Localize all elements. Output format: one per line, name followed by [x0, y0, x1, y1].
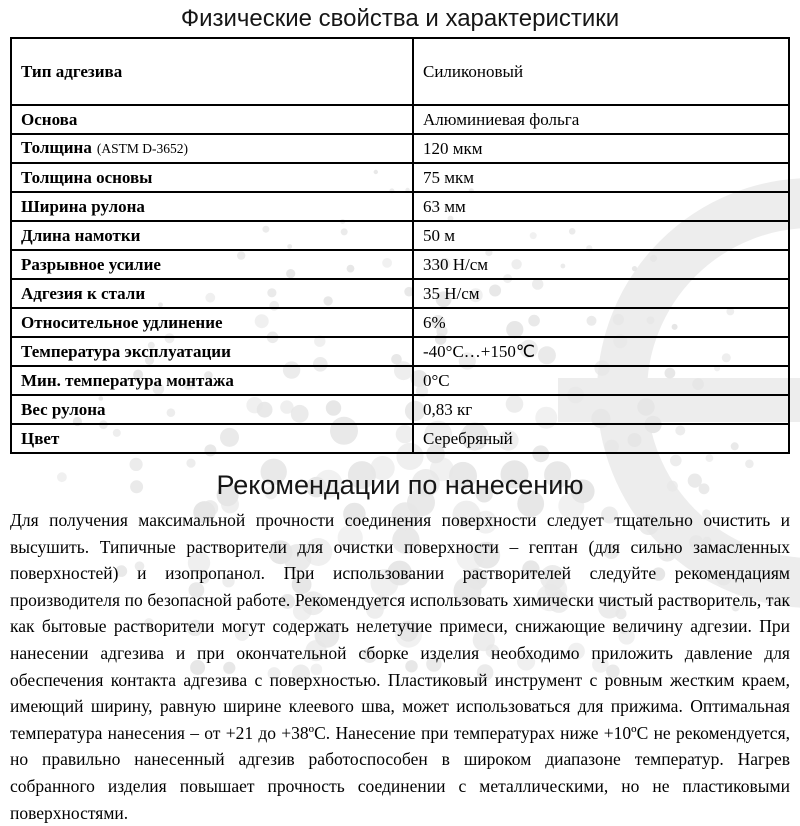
property-value-cell	[413, 424, 789, 453]
property-value: 120 мкм	[423, 138, 483, 158]
property-label-cell	[11, 395, 413, 424]
property-value: Алюминиевая фольга	[423, 109, 580, 129]
table-row	[11, 424, 789, 453]
property-value: 75 мкм	[423, 167, 475, 187]
datasheet	[0, 5, 800, 826]
property-label: Тип адгезива	[21, 61, 123, 81]
table-row	[11, 250, 789, 279]
property-value-cell	[413, 134, 789, 163]
property-label-note: (ASTM D-3652)	[96, 141, 188, 156]
table-row	[11, 192, 789, 221]
property-value-cell	[413, 163, 789, 192]
property-value-cell	[413, 38, 789, 105]
property-value-cell	[413, 366, 789, 395]
recommendations-heading: Рекомендации по нанесению	[216, 470, 584, 500]
property-value: 6%	[423, 312, 446, 332]
table-row	[11, 163, 789, 192]
property-label-cell	[11, 221, 413, 250]
table-row	[11, 105, 789, 134]
property-label: Толщина основы	[21, 167, 153, 187]
property-value-cell	[413, 221, 789, 250]
property-value-cell	[413, 279, 789, 308]
property-value-cell	[413, 337, 789, 366]
property-label: Толщина	[21, 138, 92, 157]
property-label-cell	[11, 192, 413, 221]
property-label: Адгезия к стали	[21, 283, 146, 303]
property-label-cell	[11, 279, 413, 308]
property-label-cell	[11, 163, 413, 192]
property-value: 35 Н/см	[423, 283, 480, 303]
table-row	[11, 134, 789, 163]
property-label-cell	[11, 424, 413, 453]
property-value-cell	[413, 395, 789, 424]
property-label-cell	[11, 250, 413, 279]
property-value: 330 Н/см	[423, 254, 489, 274]
table-row	[11, 38, 789, 105]
property-value: 63 мм	[423, 196, 466, 216]
property-value: 50 м	[423, 225, 456, 245]
property-value-cell	[413, 192, 789, 221]
property-value: Серебряный	[423, 428, 513, 448]
property-value: 0°C	[423, 370, 450, 390]
property-label: Ширина рулона	[21, 196, 145, 216]
recommendations-text: Для получения максимальной прочности соединения поверхности следует тщательно очистить и высушить. Типичные растворители для очистки поверхности – гептан (для сильно замасленных поверхностей) и изопропанол. При использовании растворителей следуйте рекомендациям производителя по безопасной работе. Рекомендуется использовать химически чистый растворитель, так как бытовые растворители могут содержать нелетучие примеси, снижающие величину адгезии. При нанесении адгезива и при окончательной сборке изделия необходимо приложить давление для обеспечения контакта адгезива с поверхностью. Пластиковый инструмент с ровным жестким краем, имеющий ширину, равную ширине клеевого шва, может использоваться для прижима. Оптимальная температура нанесения – от +21 до +38ºC. Нанесение при температурах ниже +10ºC не рекомендуется, но правильно нанесенный адгезив работоспособен в широком диапазоне температур. Нагрев собранного изделия повышает прочность соединении с металлическими, но не пластиковыми поверхностями.	[10, 510, 790, 823]
property-value-cell	[413, 308, 789, 337]
property-label: Основа	[21, 109, 78, 129]
property-value-cell	[413, 105, 789, 134]
property-label: Длина намотки	[21, 225, 141, 245]
property-value: Силиконовый	[423, 61, 524, 81]
property-value: -40°C…+150℃	[423, 341, 535, 361]
property-label: Мин. температура монтажа	[21, 370, 234, 390]
table-row	[11, 366, 789, 395]
property-value: 0,83 кг	[423, 399, 473, 419]
table-row	[11, 279, 789, 308]
table-row	[11, 337, 789, 366]
property-label: Разрывное усилие	[21, 254, 161, 274]
property-label-cell	[11, 38, 413, 105]
page-title: Физические свойства и характеристики	[180, 5, 620, 32]
property-value-cell	[413, 250, 789, 279]
property-label-cell	[11, 134, 413, 163]
property-label-cell	[11, 105, 413, 134]
property-label: Вес рулона	[21, 399, 106, 419]
table-row	[11, 221, 789, 250]
property-label-cell	[11, 337, 413, 366]
property-label: Температура эксплуатации	[21, 341, 231, 361]
properties-table	[10, 37, 790, 454]
table-row	[11, 308, 789, 337]
property-label: Относительное удлинение	[21, 312, 223, 332]
property-label: Цвет	[21, 428, 60, 448]
property-label-cell	[11, 308, 413, 337]
table-row	[11, 395, 789, 424]
property-label-cell	[11, 366, 413, 395]
